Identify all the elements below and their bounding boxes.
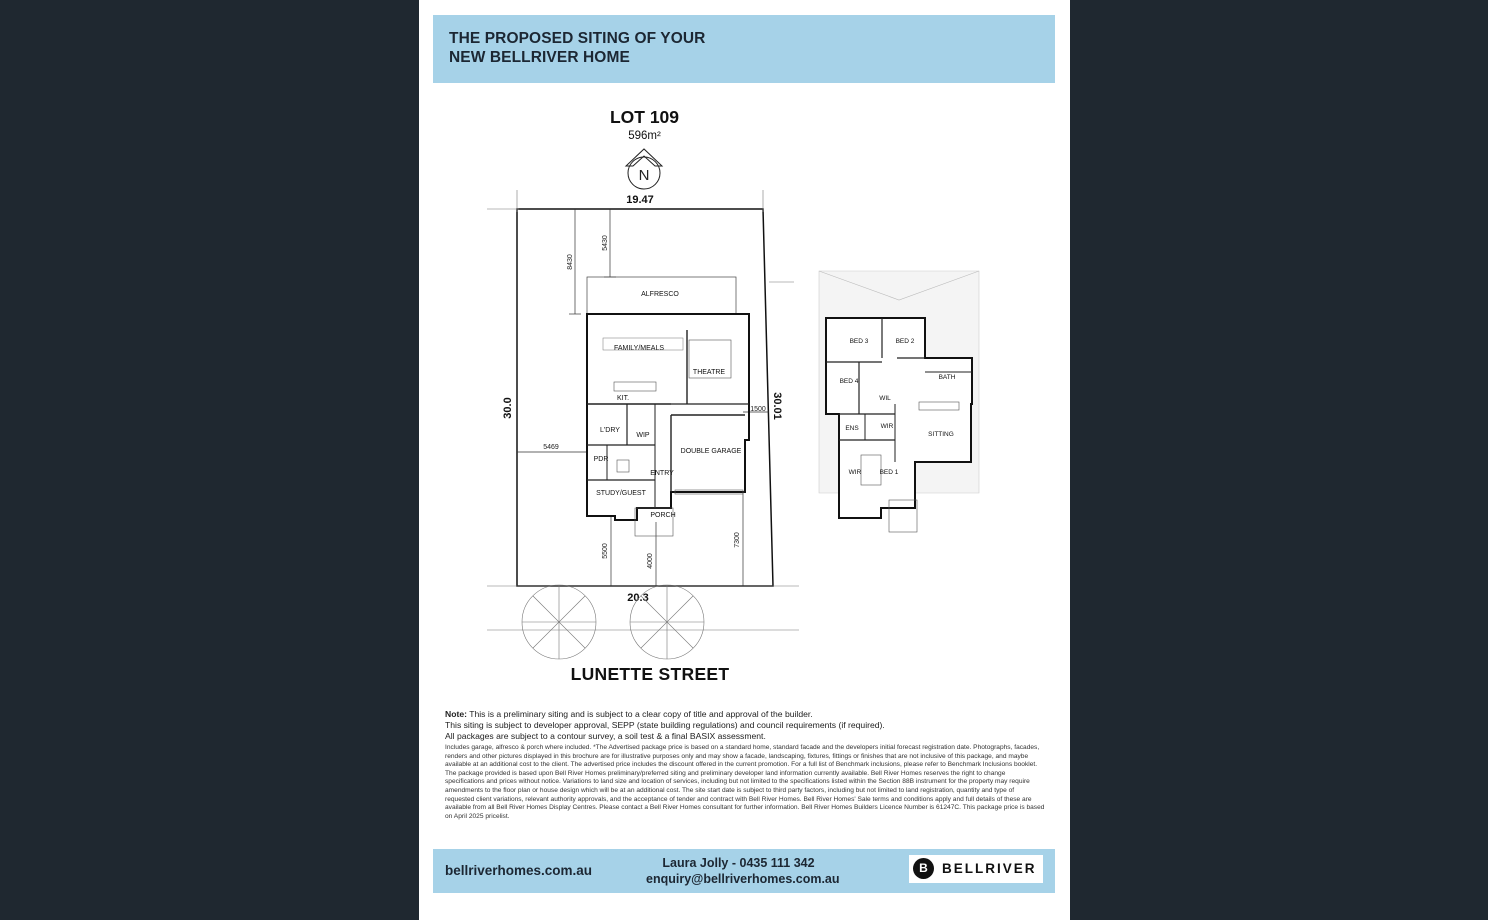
street-name: LUNETTE STREET: [570, 664, 730, 684]
ground-floor-room-labels: [594, 291, 742, 519]
room-bed-1: BED 1: [879, 469, 899, 476]
fine-print: Includes garage, alfresco & porch where included. *The Advertised package price is based on a standard home, standard facade and the developers initial forecast registration date. Photographs, facades, renders and other pictures displayed in this brochure are for illustrative purposes only and may show a facade, landscaping, fixtures, fittings or finishes that are not inclusive of this package, and maybe available at an additional cost to the client. The advertised price includes the discount offered in the current promotion. For a full list of Benchmark inclusions, please refer to Benchmark Inclusions booklet. The package provided is based upon Bell River Homes preliminary/preferred siting and preliminary developer land information currently available. Bell River Homes reserves the right to change specifications and prices without notice. Variations to land size and location of services, including but not limited to the specifications listed within the Section 88B instrument for the property may require amendments to the floor plan or house design which will be at an additional cost. The site start date is subject to third party factors, including but not limited to land registration, quantity and type of requested client variations, relevant authority approvals, and the acceptance of tender and contract with Bell River Homes. Bell River Homes' Sale terms and conditions apply and full details of these are available from all Bell River Homes Display Centres. Please contact a Bell River Homes consultant for further information. Bell River Homes Builders Licence Number is 61247C. This package price is based on April 2025 pricelist.: [445, 744, 1045, 820]
banner-title-line2: NEW BELLRIVER HOME: [449, 49, 630, 66]
room-bed-2: BED 2: [895, 338, 915, 345]
room-theatre: THEATRE: [692, 369, 726, 376]
room-wil: WIL: [879, 395, 891, 402]
brand-name: BELLRIVER: [942, 861, 1037, 876]
note-line-2: This siting is subject to developer approval, SEPP (state building regulations) and council requirements (if required).: [445, 720, 885, 730]
setback-front-b: 4000: [647, 553, 654, 569]
tree-icon: [630, 585, 704, 659]
setback-side-right: 1500: [750, 406, 766, 413]
setback-rear-b: 5430: [602, 235, 609, 251]
room-ens: ENS: [845, 425, 859, 432]
room-family-meals: FAMILY/MEALS: [613, 345, 665, 352]
brand-logo-icon: B: [913, 858, 934, 879]
room-double-garage: DOUBLE GARAGE: [680, 448, 742, 455]
site-plan-drawing: [419, 0, 1070, 700]
dim-top: 19.47: [626, 194, 654, 206]
ground-floor-plan: [587, 277, 749, 536]
room-wip: WIP: [636, 432, 650, 439]
lot-title: LOT 109: [609, 107, 680, 127]
setback-rear-a: 8430: [567, 254, 574, 270]
north-arrow-icon: [626, 149, 662, 189]
room-porch: PORCH: [650, 512, 676, 519]
note-line-1: This is a preliminary siting and is subject to a clear copy of title and approval of the builder.: [469, 709, 813, 719]
setback-front-a: 5500: [602, 543, 609, 559]
room-bed-3: BED 3: [849, 338, 869, 345]
contact-name-phone[interactable]: Laura Jolly - 0435 111 342: [662, 856, 815, 870]
room-kitchen: KIT.: [616, 395, 630, 402]
lot-area: 596m²: [628, 130, 661, 142]
dim-bottom: 20.3: [627, 592, 649, 604]
note-label: Note:: [445, 709, 467, 719]
contact-block: [646, 856, 840, 887]
dim-right: 30.01: [771, 392, 783, 420]
upper-floor-plan: [819, 271, 979, 532]
room-wir-bed1: WIR: [848, 469, 862, 476]
north-label: N: [638, 167, 650, 184]
website-link[interactable]: bellriverhomes.com.au: [445, 863, 593, 878]
brand-logo: [909, 855, 1043, 883]
room-alfresco: ALFRESCO: [641, 291, 679, 298]
tree-icon: [522, 585, 596, 659]
setback-front-c: 7300: [734, 532, 741, 548]
room-wir-upper: WIR: [880, 423, 894, 430]
note-line-3: All packages are subject to a contour survey, a soil test & a final BASIX assessment.: [445, 731, 766, 741]
room-study-guest: STUDY/GUEST: [596, 490, 646, 497]
setback-side-left: 5469: [543, 444, 559, 451]
room-entry: ENTRY: [650, 470, 674, 477]
lot-boundary: [517, 209, 773, 586]
banner-title-line1: THE PROPOSED SITING OF YOUR: [449, 30, 706, 47]
room-bath: BATH: [938, 374, 956, 381]
room-bed-4: BED 4: [839, 378, 859, 385]
siting-document-page: [419, 0, 1070, 920]
room-sitting: SITTING: [928, 431, 954, 438]
room-pdr: PDR: [593, 456, 609, 463]
room-laundry: L'DRY: [600, 427, 620, 434]
contact-email[interactable]: enquiry@bellriverhomes.com.au: [646, 871, 840, 886]
dim-left: 30.0: [502, 397, 514, 419]
footer-banner: [433, 849, 1055, 893]
notes-section: [445, 709, 1045, 821]
